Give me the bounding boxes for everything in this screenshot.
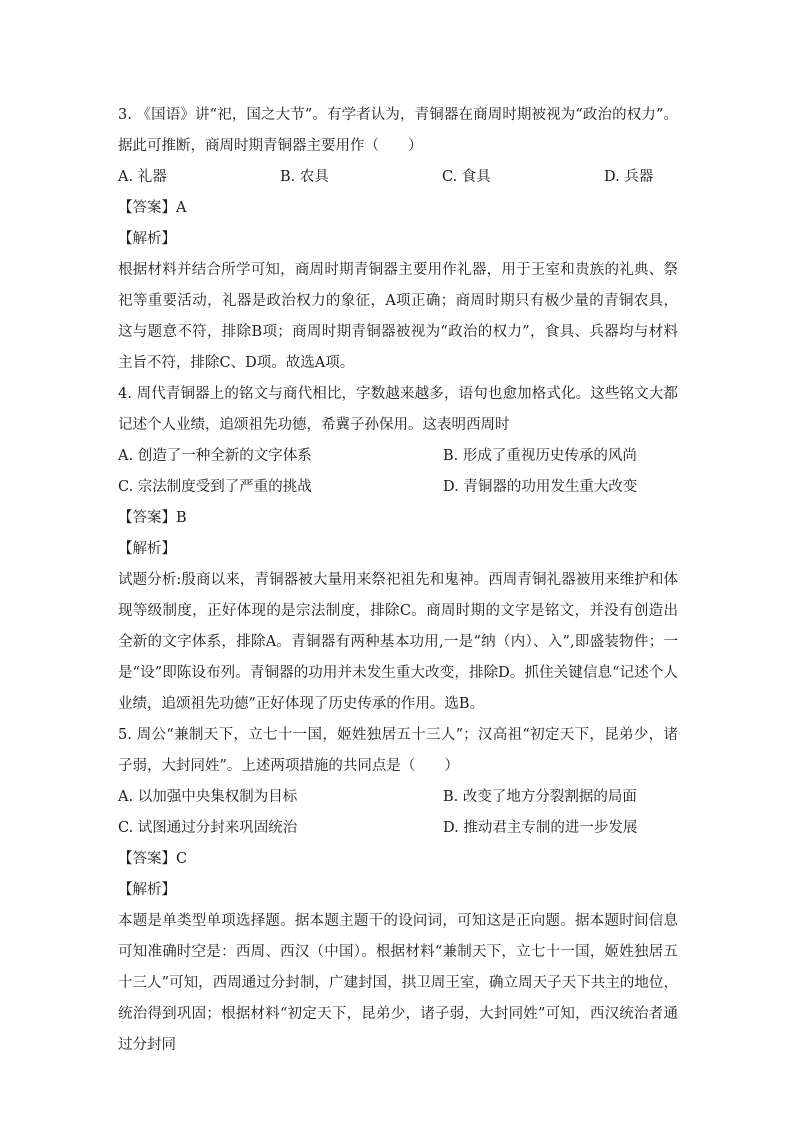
- question-5-option-b[interactable]: B. 改变了地方分裂割据的局面: [443, 789, 637, 805]
- question-3-option-c[interactable]: C. 食具: [442, 169, 491, 185]
- question-4-options-row-2: [118, 472, 678, 503]
- question-5-analysis-label: 【解析】: [118, 882, 176, 898]
- question-5-analysis: 本题是单类型单项选择题。据本题主题干的设问词，可知这是正向题。据本题时间信息可知准确时空是：西周、西汉（中国）。根据材料“兼制天下，立七十一国，姬姓独居五十三人”可知，西周通过分封制，广建封国，拱卫周王室，确立周天子天下共主的地位，统治得到巩固；根据材料“初定天下，昆弟少，诸子弱，大封同姓”可知，西汉统治者通过分封同: [118, 913, 678, 1053]
- question-5-answer: 【答案】C: [118, 851, 188, 867]
- question-4-stem: 4. 周代青铜器上的铭文与商代相比，字数越来越多，语句也愈加格式化。这些铭文大都记述个人业绩，追颂祖先功德，希冀子孙保用。这表明西周时: [118, 386, 678, 433]
- document-content: [118, 100, 678, 1061]
- question-4-option-b[interactable]: B. 形成了重视历史传承的风尚: [443, 448, 637, 464]
- question-3-option-d[interactable]: D. 兵器: [604, 169, 654, 185]
- question-4-analysis-label: 【解析】: [118, 541, 176, 557]
- question-3-option-b[interactable]: B. 农具: [280, 169, 329, 185]
- question-4-options-row-1: [118, 441, 678, 472]
- question-5-option-a[interactable]: A. 以加强中央集权制为目标: [118, 789, 298, 805]
- question-5-option-d[interactable]: D. 推动君主专制的进一步发展: [443, 820, 638, 836]
- question-4-analysis: 试题分析:殷商以来，青铜器被大量用来祭祀祖先和鬼神。西周青铜礼器被用来维护和体现等级制度，正好体现的是宗法制度，排除C。商周时期的文字是铭文，并没有创造出全新的文字体系，排除A。青铜器有两种基本功用,一是“纳（内）、入”,即盛装物件；一是“设”即陈设布列。青铜器的功用并未发生重大改变，排除D。抓住关键信息“记述个人业绩，追颂祖先功德”正好体现了历史传承的作用。选B。: [118, 572, 678, 712]
- question-4-answer: 【答案】B: [118, 510, 187, 526]
- question-5-stem: 5. 周公“兼制天下，立七十一国，姬姓独居五十三人”；汉高祖“初定天下，昆弟少，诸子弱，大封同姓”。上述两项措施的共同点是（ ）: [118, 727, 678, 774]
- question-3-answer: 【答案】A: [118, 200, 187, 216]
- question-3-option-a[interactable]: A. 礼器: [118, 169, 167, 185]
- question-3-options: [118, 162, 678, 193]
- question-5-option-c[interactable]: C. 试图通过分封来巩固统治: [118, 820, 298, 836]
- question-5-options-row-1: [118, 782, 678, 813]
- question-3-analysis-label: 【解析】: [118, 231, 176, 247]
- question-4-option-a[interactable]: A. 创造了一种全新的文字体系: [118, 448, 312, 464]
- question-3-stem: 3. 《国语》讲“祀，国之大节”。有学者认为，青铜器在商周时期被视为“政治的权力”。据此可推断，商周时期青铜器主要用作（ ）: [118, 107, 678, 154]
- question-3-analysis: 根据材料并结合所学可知，商周时期青铜器主要用作礼器，用于王室和贵族的礼典、祭祀等重要活动，礼器是政治权力的象征，A项正确；商周时期只有极少量的青铜农具，这与题意不符，排除B项；商周时期青铜器被视为“政治的权力”，食具、兵器均与材料主旨不符，排除C、D项。故选A项。: [118, 262, 678, 371]
- question-5-options-row-2: [118, 813, 678, 844]
- question-4-option-d[interactable]: D. 青铜器的功用发生重大改变: [443, 479, 638, 495]
- question-4-option-c[interactable]: C. 宗法制度受到了严重的挑战: [118, 479, 312, 495]
